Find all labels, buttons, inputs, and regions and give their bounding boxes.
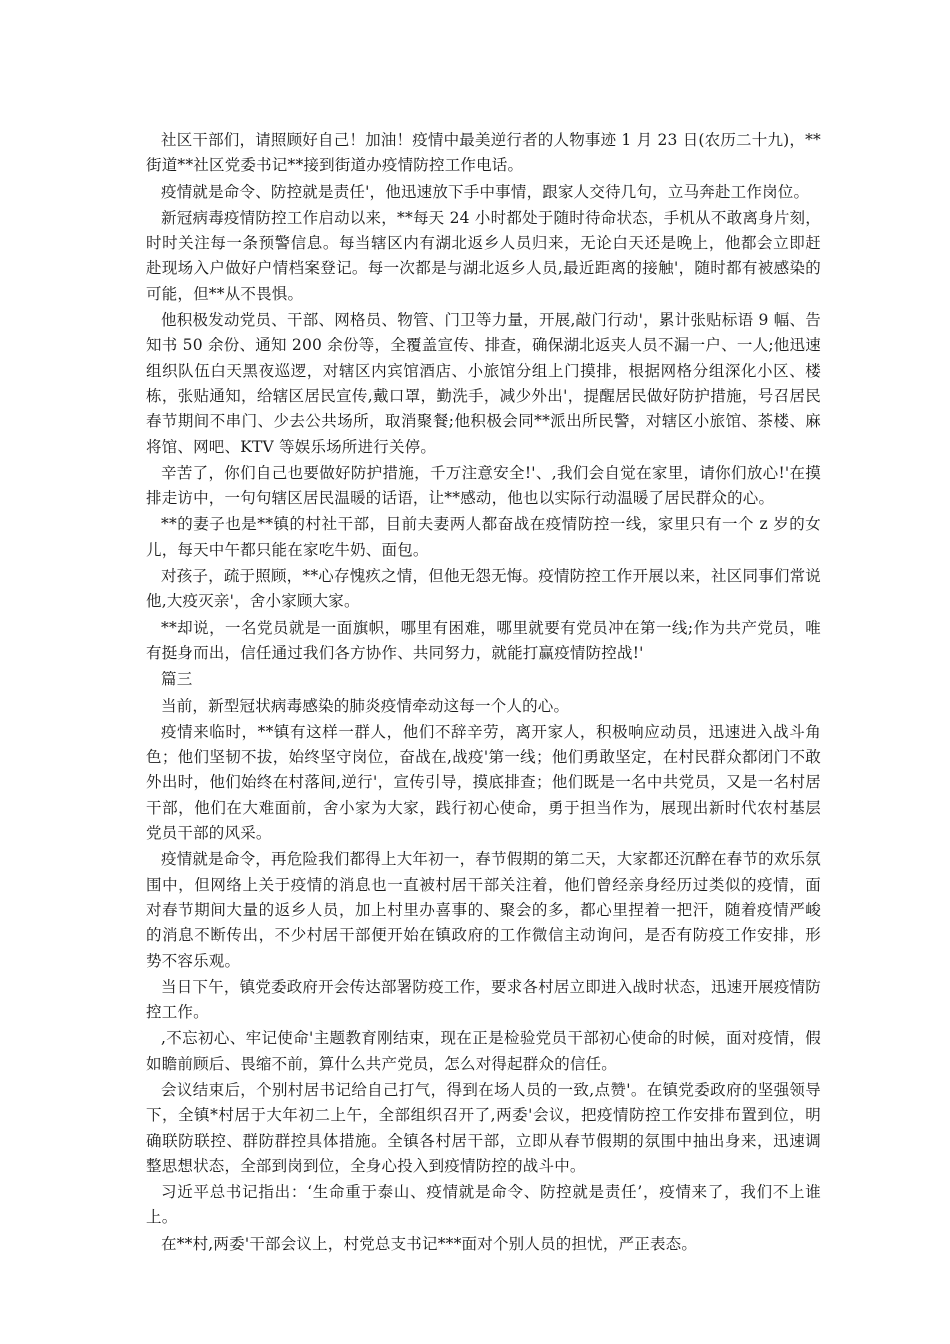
paragraph-6: **的妻子也是**镇的村社干部，目前夫妻两人都奋战在疫情防控一线，家里只有一个 z 岁的女儿，每天中午都只能在家吃牛奶、面包。 <box>146 515 821 559</box>
section-heading: 篇三 <box>161 670 193 689</box>
paragraph-9: 当前，新型冠状病毒感染的肺炎疫情牵动这每一个人的心。 <box>161 696 570 715</box>
paragraph-5: 辛苦了，你们自己也要做好防护措施，千万注意安全!'、,我们会自觉在家里，请你们放心!'在摸排走访中，一句句辖区居民温暖的话语，让**感动，他也以实际行动温暖了居民群众的心。 <box>146 463 821 508</box>
paragraph-13: ,不忘初心、牢记使命'主题教育刚结束，现在正是检验党员干部初心使命的时候，面对疫情，假如瞻前顾后、畏缩不前，算什么共产党员，怎么对得起群众的信任。 <box>146 1029 821 1073</box>
paragraph-12: 当日下午，镇党委政府开会传达部署防疫工作，要求各村居立即进入战时状态，迅速开展疫情防控工作。 <box>146 977 821 1022</box>
paragraph-3: 新冠病毒疫情防控工作启动以来，**每天 24 小时都处于随时待命状态，手机从不敢离身片刻，时时关注每一条预警信息。每当辖区内有湖北返乡人员归来，无论白天还是晚上，他都会立即赶赴现场入户做好户情档案登记。每一次都是与湖北返乡人员,最近距离的接触'，随时都有被感染的可能，但**从不畏惧。 <box>146 208 821 303</box>
paragraph-7: 对孩子，疏于照顾，**心存愧疚之情，但他无怨无悔。疫情防控工作开展以来，社区同事们常说他,大疫灭亲'，舍小家顾大家。 <box>146 567 821 611</box>
paragraph-15: 习近平总书记指出：‘生命重于泰山、疫情就是命令、防控就是责任’，疫情来了，我们不上谁上。 <box>146 1183 821 1227</box>
paragraph-4: 他积极发动党员、干部、网格员、物管、门卫等力量，开展,敲门行动'，累计张贴标语 9 幅、告知书 50 余份、通知 200 余份等，全覆盖宣传、排查，确保湖北返夹人员不漏一户、一人;他迅速组织队伍白天黑夜巡逻，对辖区内宾馆酒店、小旅馆分组上门摸排，根据网格分组深化小区、楼栋，张贴通知，给辖区居民宣传,戴口罩，勤洗手，减少外出'，提醒居民做好防护措施，号召居民春节期间不串门、少去公共场所，取消聚餐;他积极会同**派出所民警，对辖区小旅馆、茶楼、麻将馆、网吧、KTV 等娱乐场所进行关停。 <box>146 311 821 456</box>
paragraph-14: 会议结束后，个别村居书记给自己打气，得到在场人员的一致,点赞'。在镇党委政府的坚强领导下，全镇*村居于大年初二上午，全部组织召开了,两委'会议，把疫情防控工作安排布置到位，明确联防联控、群防群控具体措施。全镇各村居干部，立即从春节假期的氛围中抽出身来，迅速调整思想状态，全部到岗到位，全身心投入到疫情防控的战斗中。 <box>146 1080 821 1175</box>
paragraph-2: 疫情就是命令、防控就是责任'，他迅速放下手中事情，跟家人交待几句，立马奔赴工作岗位。 <box>161 182 810 201</box>
document-body <box>146 128 821 1258</box>
paragraph-16: 在**村,两委'干部会议上，村党总支书记***面对个别人员的担忧，严正表态。 <box>161 1234 698 1253</box>
paragraph-1: 社区干部们，请照顾好自己！加油！疫情中最美逆行者的人物事迹 1 月 23 日(农历二十九)，**街道**社区党委书记**接到街道办疫情防控工作电话。 <box>146 131 821 175</box>
paragraph-8: **却说，一名党员就是一面旗帜，哪里有困难，哪里就要有党员冲在第一线;作为共产党员，唯有挺身而出，信任通过我们各方协作、共同努力，就能打赢疫情防控战!' <box>146 618 821 662</box>
paragraph-11: 疫情就是命令，再危险我们都得上大年初一，春节假期的第二天，大家都还沉醉在春节的欢乐氛围中，但网络上关于疫情的消息也一直被村居干部关注着，他们曾经亲身经历过类似的疫情，面对春节期间大量的返乡人员，加上村里办喜事的、聚会的多，都心里捏着一把汗，随着疫情严峻的消息不断传出，不少村居干部便开始在镇政府的工作微信主动询问，是否有防疫工作安排，形势不容乐观。 <box>146 850 821 970</box>
paragraph-10: 疫情来临时，**镇有这样一群人，他们不辞辛劳，离开家人，积极响应动员，迅速进入战斗角色；他们坚韧不拔，始终坚守岗位，奋战在,战疫'第一线；他们勇敢坚定，在村民群众都闭门不敢外出时，他们始终在村落间,逆行'，宣传引导，摸底排查；他们既是一名中共党员，又是一名村居干部，他们在大难面前，舍小家为大家，践行初心使命，勇于担当作为，展现出新时代农村基层党员干部的风采。 <box>146 722 821 843</box>
